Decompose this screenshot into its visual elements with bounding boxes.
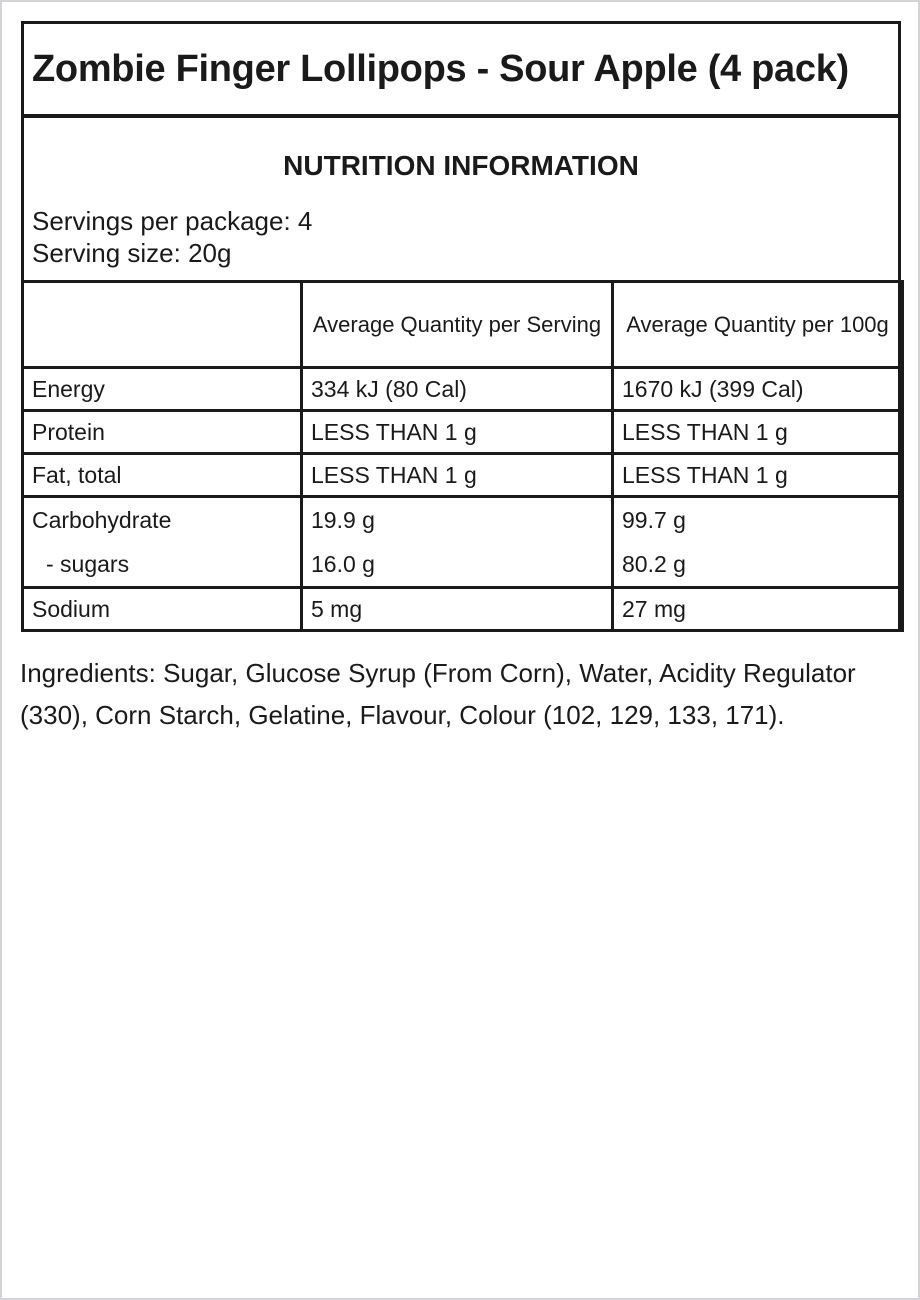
protein-per-100g: LESS THAN 1 g — [613, 411, 903, 454]
energy-per-serving: 334 kJ (80 Cal) — [302, 368, 613, 411]
nutrition-heading: NUTRITION INFORMATION — [283, 150, 639, 181]
header-per-serving: Average Quantity per Serving — [302, 282, 613, 368]
protein-per-serving: LESS THAN 1 g — [302, 411, 613, 454]
serving-size: Serving size: 20g — [32, 238, 232, 268]
header-per-100g: Average Quantity per 100g — [613, 282, 903, 368]
energy-per-100g: 1670 kJ (399 Cal) — [613, 368, 903, 411]
fat-per-100g: LESS THAN 1 g — [613, 454, 903, 497]
carbohydrate-per-serving-cell — [302, 497, 613, 588]
nutrition-panel — [21, 21, 901, 632]
product-title: Zombie Finger Lollipops - Sour Apple (4 pack) — [32, 47, 849, 90]
sodium-label: Sodium — [23, 588, 302, 631]
fat-per-serving: LESS THAN 1 g — [302, 454, 613, 497]
table-row-carbohydrate — [23, 497, 903, 588]
table-row-fat — [23, 454, 903, 497]
sugars-per-100g: 80.2 g — [622, 551, 686, 577]
table-header-row — [23, 282, 903, 368]
protein-label: Protein — [23, 411, 302, 454]
ingredients-text: Ingredients: Sugar, Glucose Syrup (From Corn), Water, Acidity Regulator (330), Corn Starch, Gelatine, Flavour, Colour (102, 129, 133, 171). — [20, 658, 856, 730]
table-row-protein — [23, 411, 903, 454]
nutrition-header — [24, 118, 898, 280]
table-row-energy — [23, 368, 903, 411]
nutrition-table — [21, 280, 904, 632]
fat-label: Fat, total — [23, 454, 302, 497]
sugars-per-serving: 16.0 g — [311, 551, 375, 577]
carbohydrate-per-serving: 19.9 g — [311, 507, 375, 533]
servings-per-package: Servings per package: 4 — [32, 206, 313, 236]
sodium-per-100g: 27 mg — [613, 588, 903, 631]
carbohydrate-per-100g: 99.7 g — [622, 507, 686, 533]
header-empty-cell — [23, 282, 302, 368]
sugars-label: - sugars — [46, 551, 130, 577]
carbohydrate-per-100g-cell — [613, 497, 903, 588]
energy-label: Energy — [23, 368, 302, 411]
sodium-per-serving: 5 mg — [302, 588, 613, 631]
table-row-sodium — [23, 588, 903, 631]
carbohydrate-label-cell — [23, 497, 302, 588]
carbohydrate-label: Carbohydrate — [32, 507, 172, 533]
